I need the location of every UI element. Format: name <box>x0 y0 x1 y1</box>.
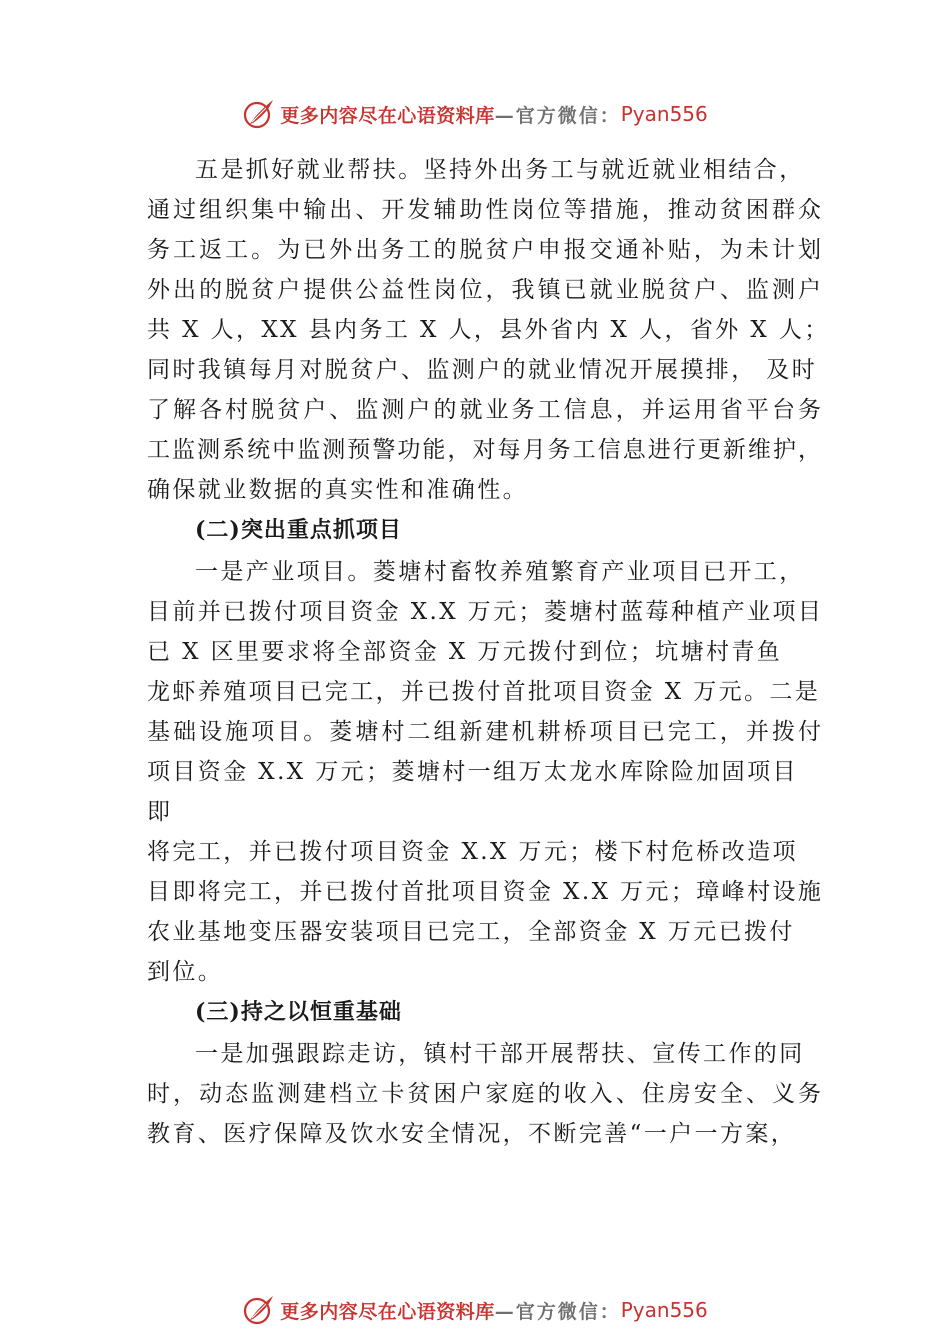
section-heading: (二)突出重点抓项目 <box>195 517 402 543</box>
banner-red-text: 更多内容尽在心语资料库 <box>280 1300 495 1323</box>
paragraph-line: 五是抓好就业帮扶。坚持外出务工与就近就业相结合， <box>195 157 805 183</box>
paragraph-line: 目前并已拨付项目资金 X.X 万元；菱塘村蓝莓种植产业项目 <box>147 599 824 625</box>
paragraph-line: 外出的脱贫户提供公益性岗位，我镇已就业脱贫户、监测户 <box>147 277 821 303</box>
paragraph-line: 到位。 <box>147 959 224 985</box>
paragraph-line: 了解各村脱贫户、监测户的就业务工信息，并运用省平台务 <box>147 397 821 423</box>
banner-wechat-id: Pyan556 <box>620 1298 708 1322</box>
footer-banner <box>0 1290 950 1330</box>
banner-gray-text: —官方微信： <box>494 104 621 127</box>
paragraph-line: 龙虾养殖项目已完工，并已拨付首批项目资金 X 万元。二是 <box>147 679 821 705</box>
paragraph-line: 一是加强跟踪走访，镇村干部开展帮扶、宣传工作的同 <box>195 1041 805 1067</box>
banner-gray-text: —官方微信： <box>494 1300 621 1323</box>
paragraph-line: 目即将完工，并已拨付首批项目资金 X.X 万元；璋峰村设施 <box>147 879 824 905</box>
paragraph-line: 即 <box>147 799 173 825</box>
paragraph-line: 教育、医疗保障及饮水安全情况，不断完善“一户一方案， <box>147 1121 797 1147</box>
quill-logo-icon <box>242 97 276 131</box>
paragraph-line: 时，动态监测建档立卡贫困户家庭的收入、住房安全、义务 <box>147 1081 821 1107</box>
paragraph-line: 项目资金 X.X 万元；菱塘村一组万太龙水库除险加固项目 <box>147 759 798 785</box>
banner-red-text: 更多内容尽在心语资料库 <box>280 104 495 127</box>
paragraph-line: 基础设施项目。菱塘村二组新建机耕桥项目已完工，并拨付 <box>147 719 821 745</box>
paragraph-line: 工监测系统中监测预警功能，对每月务工信息进行更新维护， <box>147 437 821 463</box>
paragraph-line: 确保就业数据的真实性和准确性。 <box>147 477 528 503</box>
header-banner <box>0 94 950 134</box>
paragraph-line: 务工返工。为已外出务工的脱贫户申报交通补贴，为未计划 <box>147 237 821 263</box>
paragraph-line: 已 X 区里要求将全部资金 X 万元拨付到位；坑塘村青鱼 <box>147 639 783 665</box>
paragraph-line: 一是产业项目。菱塘村畜牧养殖繁育产业项目已开工， <box>195 559 805 585</box>
paragraph-line: 通过组织集中输出、开发辅助性岗位等措施，推动贫困群众 <box>147 197 821 223</box>
section-heading: (三)持之以恒重基础 <box>195 999 402 1025</box>
paragraph-line: 将完工，并已拨付项目资金 X.X 万元；楼下村危桥改造项 <box>147 839 798 865</box>
paragraph-line: 共 X 人，XX 县内务工 X 人，县外省内 X 人，省外 X 人； <box>147 317 830 343</box>
banner-wechat-id: Pyan556 <box>620 102 708 126</box>
paragraph-line: 农业基地变压器安装项目已完工，全部资金 X 万元已拨付 <box>147 919 795 945</box>
paragraph-line: 同时我镇每月对脱贫户、监测户的就业情况开展摸排， 及时 <box>147 357 818 383</box>
quill-logo-icon <box>242 1293 276 1327</box>
document-body <box>147 150 830 1154</box>
